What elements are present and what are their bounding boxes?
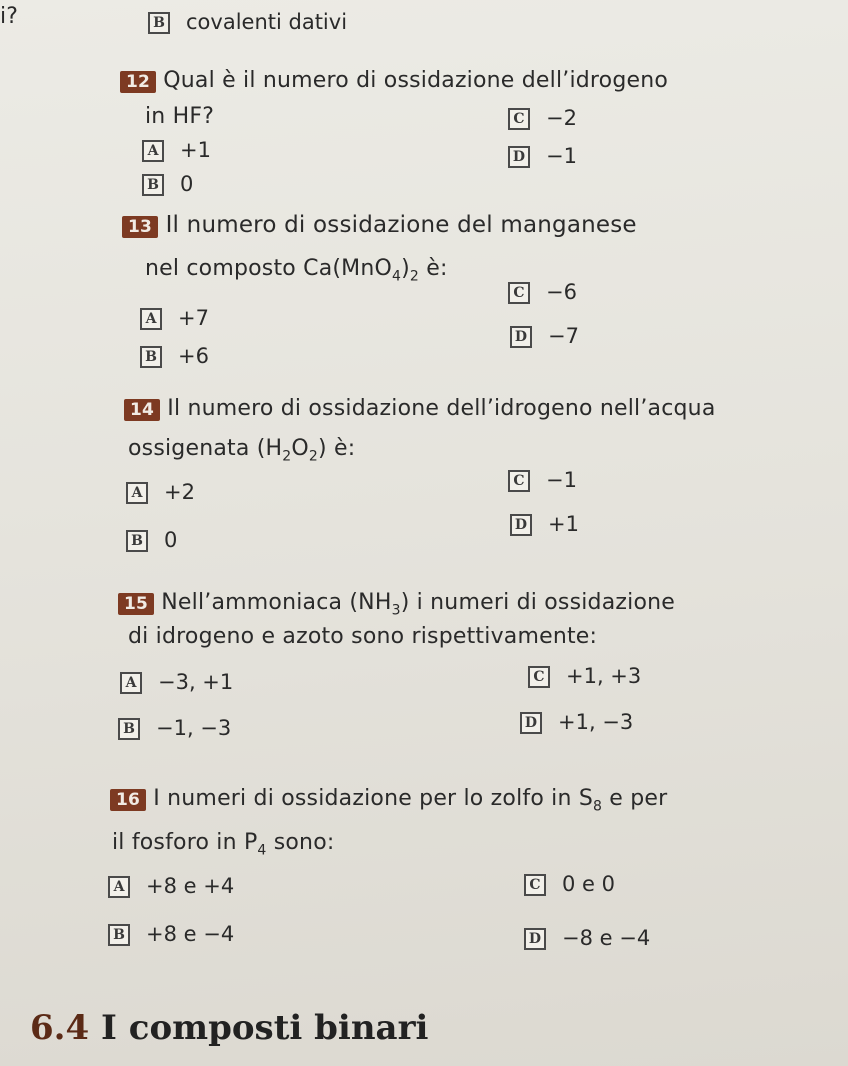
question-line: di idrogeno e azoto sono rispettivamente: — [128, 624, 598, 649]
question-number: 12 — [120, 71, 156, 93]
question-line: nel composto $Ca(MnO_4)_2$ è: — [145, 256, 448, 285]
option-a: A −3, +1 — [120, 670, 233, 694]
previous-option-b — [148, 10, 347, 34]
option-letter-box: B — [148, 12, 170, 34]
question-line: 15 Nell’ammoniaca $(NH_3)$ i numeri di ossidazione — [118, 590, 675, 618]
option-a: A +2 — [126, 480, 195, 504]
previous-question-fragment: i? — [0, 4, 19, 29]
question-number: 13 — [122, 216, 158, 238]
option-b: B 0 — [142, 172, 193, 196]
option-c: C −6 — [508, 280, 577, 304]
option-b: B −1, −3 — [118, 716, 231, 740]
section-heading — [30, 1008, 428, 1048]
section-number: 6.4 — [30, 1008, 90, 1048]
option-d: D +1 — [510, 512, 579, 536]
option-text: covalenti dativi — [186, 10, 348, 34]
section-title: I composti binari — [101, 1008, 429, 1048]
option-a: A +7 — [140, 306, 209, 330]
option-b: B +8 e −4 — [108, 922, 234, 946]
option-d: D −1 — [508, 144, 577, 168]
question-number: 16 — [110, 789, 146, 811]
option-d: D −8 e −4 — [524, 926, 650, 950]
question-line: il fosforo in $P_4$ sono: — [112, 830, 335, 859]
question-line: ossigenata $(H_2O_2)$ è: — [128, 436, 356, 465]
option-c: C +1, +3 — [528, 664, 641, 688]
question-line: 14 Il numero di ossidazione dell’idrogeno nell’acqua — [124, 396, 716, 421]
question-number: 15 — [118, 593, 154, 615]
question-number: 14 — [124, 399, 160, 421]
question-line: in HF? — [145, 104, 215, 129]
question-line: 12 Qual è il numero di ossidazione dell’idrogeno — [120, 68, 668, 93]
option-b: B +6 — [140, 344, 209, 368]
question-line: 16 I numeri di ossidazione per lo zolfo in $S_8$ e per — [110, 786, 667, 814]
option-a: A +8 e +4 — [108, 874, 234, 898]
option-d: D −7 — [510, 324, 579, 348]
option-b: B 0 — [126, 528, 177, 552]
option-a: A +1 — [142, 138, 211, 162]
option-c: C −1 — [508, 468, 577, 492]
option-c: C 0 e 0 — [524, 872, 615, 896]
question-line: 13 Il numero di ossidazione del manganese — [122, 212, 637, 238]
option-c: C −2 — [508, 106, 577, 130]
option-d: D +1, −3 — [520, 710, 633, 734]
